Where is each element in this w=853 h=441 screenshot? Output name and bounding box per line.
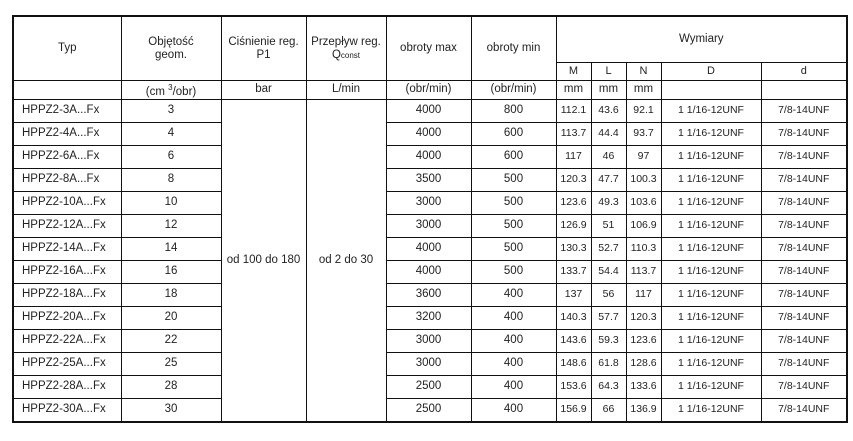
- header-volume: [121, 16, 221, 81]
- cell-rpm-max: 4000: [386, 237, 471, 260]
- cell-rpm-max: 2500: [386, 398, 471, 422]
- table-row: [13, 122, 847, 145]
- cell-dim-D: 1 1/16-12UNF: [661, 375, 761, 398]
- cell-rpm-max: 4000: [386, 122, 471, 145]
- cell-volume: 22: [121, 329, 221, 352]
- cell-type: HPPZ2-12A...Fx: [13, 214, 121, 237]
- cell-rpm-min: 400: [471, 398, 556, 422]
- cell-rpm-min: 400: [471, 306, 556, 329]
- cell-rpm-max: 3000: [386, 191, 471, 214]
- table-row: [13, 214, 847, 237]
- cell-rpm-max: 3500: [386, 168, 471, 191]
- cell-dim-m: 156.9: [556, 398, 591, 422]
- cell-dim-n: 128.6: [626, 352, 661, 375]
- cell-volume: 25: [121, 352, 221, 375]
- unit-pressure: bar: [221, 81, 306, 100]
- cell-rpm-max: 4000: [386, 260, 471, 283]
- cell-dim-d: 7/8-14UNF: [761, 99, 847, 122]
- cell-volume: 28: [121, 375, 221, 398]
- header-dim-d: d: [761, 63, 847, 81]
- header-pressure: [221, 16, 306, 81]
- cell-rpm-min: 500: [471, 237, 556, 260]
- cell-type: HPPZ2-28A...Fx: [13, 375, 121, 398]
- header-dim-D: D: [661, 63, 761, 81]
- cell-rpm-min: 500: [471, 260, 556, 283]
- cell-dim-m: 126.9: [556, 214, 591, 237]
- cell-volume: 4: [121, 122, 221, 145]
- cell-dim-l: 56: [591, 283, 626, 306]
- cell-dim-d: 7/8-14UNF: [761, 168, 847, 191]
- cell-type: HPPZ2-10A...Fx: [13, 191, 121, 214]
- cell-dim-n: 92.1: [626, 99, 661, 122]
- table-row: [13, 260, 847, 283]
- cell-dim-n: 110.3: [626, 237, 661, 260]
- cell-volume: 14: [121, 237, 221, 260]
- cell-dim-d: 7/8-14UNF: [761, 329, 847, 352]
- cell-rpm-max: 3200: [386, 306, 471, 329]
- cell-dim-l: 52.7: [591, 237, 626, 260]
- header-rpm-min: obroty min: [471, 16, 556, 81]
- cell-dim-D: 1 1/16-12UNF: [661, 214, 761, 237]
- cell-rpm-min: 400: [471, 329, 556, 352]
- cell-dim-m: 133.7: [556, 260, 591, 283]
- cell-type: HPPZ2-20A...Fx: [13, 306, 121, 329]
- cell-dim-m: 123.6: [556, 191, 591, 214]
- header-dim-n: N: [626, 63, 661, 81]
- cell-rpm-max: 3600: [386, 283, 471, 306]
- cell-volume: 3: [121, 99, 221, 122]
- cell-dim-D: 1 1/16-12UNF: [661, 283, 761, 306]
- header-rpm-max: obroty max: [386, 16, 471, 81]
- unit-d: [761, 81, 847, 100]
- unit-volume-a: (cm: [145, 85, 169, 98]
- header-dimensions: Wymiary: [556, 16, 847, 63]
- table-row: [13, 237, 847, 260]
- cell-dim-n: 103.6: [626, 191, 661, 214]
- cell-rpm-max: 3000: [386, 329, 471, 352]
- unit-l: mm: [591, 81, 626, 100]
- cell-dim-n: 120.3: [626, 306, 661, 329]
- cell-dim-D: 1 1/16-12UNF: [661, 168, 761, 191]
- cell-rpm-min: 500: [471, 191, 556, 214]
- cell-dim-m: 120.3: [556, 168, 591, 191]
- cell-pressure-range: od 100 do 180: [221, 99, 306, 422]
- cell-volume: 18: [121, 283, 221, 306]
- cell-rpm-min: 400: [471, 352, 556, 375]
- unit-n: mm: [626, 81, 661, 100]
- cell-dim-d: 7/8-14UNF: [761, 352, 847, 375]
- cell-rpm-min: 600: [471, 145, 556, 168]
- cell-dim-l: 57.7: [591, 306, 626, 329]
- cell-dim-d: 7/8-14UNF: [761, 375, 847, 398]
- header-pressure-line2: P1: [256, 48, 271, 61]
- table-row: [13, 145, 847, 168]
- table-row: [13, 329, 847, 352]
- unit-volume: [121, 81, 221, 100]
- cell-type: HPPZ2-3A...Fx: [13, 99, 121, 122]
- cell-dim-m: 112.1: [556, 99, 591, 122]
- cell-rpm-max: 4000: [386, 99, 471, 122]
- cell-rpm-min: 500: [471, 168, 556, 191]
- cell-rpm-max: 2500: [386, 375, 471, 398]
- cell-volume: 8: [121, 168, 221, 191]
- header-flow-q: Q: [331, 48, 341, 61]
- cell-dim-D: 1 1/16-12UNF: [661, 260, 761, 283]
- header-pressure-line1: Ciśnienie reg.: [228, 35, 299, 48]
- cell-rpm-max: 3000: [386, 214, 471, 237]
- cell-dim-m: 137: [556, 283, 591, 306]
- cell-type: HPPZ2-30A...Fx: [13, 398, 121, 422]
- cell-dim-l: 61.8: [591, 352, 626, 375]
- cell-dim-n: 136.9: [626, 398, 661, 422]
- cell-type: HPPZ2-18A...Fx: [13, 283, 121, 306]
- cell-dim-l: 54.4: [591, 260, 626, 283]
- table-row: [13, 99, 847, 122]
- cell-type: HPPZ2-8A...Fx: [13, 168, 121, 191]
- cell-type: HPPZ2-16A...Fx: [13, 260, 121, 283]
- cell-dim-d: 7/8-14UNF: [761, 214, 847, 237]
- cell-dim-n: 133.6: [626, 375, 661, 398]
- cell-volume: 16: [121, 260, 221, 283]
- unit-volume-sup: 3: [168, 83, 173, 92]
- cell-volume: 20: [121, 306, 221, 329]
- header-flow-subscript: const: [340, 50, 361, 60]
- header-typ: Typ: [13, 16, 121, 81]
- cell-dim-D: 1 1/16-12UNF: [661, 191, 761, 214]
- cell-rpm-min: 500: [471, 214, 556, 237]
- cell-dim-m: 140.3: [556, 306, 591, 329]
- cell-dim-m: 143.6: [556, 329, 591, 352]
- cell-dim-m: 148.6: [556, 352, 591, 375]
- cell-dim-D: 1 1/16-12UNF: [661, 145, 761, 168]
- cell-dim-m: 153.6: [556, 375, 591, 398]
- header-flow: [306, 16, 386, 81]
- cell-dim-n: 113.7: [626, 260, 661, 283]
- cell-dim-l: 64.3: [591, 375, 626, 398]
- cell-rpm-min: 400: [471, 375, 556, 398]
- cell-dim-n: 106.9: [626, 214, 661, 237]
- table-body: [13, 99, 847, 422]
- header-volume-line2: geom.: [155, 48, 187, 61]
- cell-dim-d: 7/8-14UNF: [761, 306, 847, 329]
- cell-flow-range: od 2 do 30: [306, 99, 386, 422]
- cell-dim-m: 113.7: [556, 122, 591, 145]
- table-row: [13, 191, 847, 214]
- cell-dim-l: 66: [591, 398, 626, 422]
- table-row: [13, 168, 847, 191]
- cell-rpm-min: 600: [471, 122, 556, 145]
- cell-dim-l: 46: [591, 145, 626, 168]
- unit-D: [661, 81, 761, 100]
- cell-dim-n: 100.3: [626, 168, 661, 191]
- cell-dim-d: 7/8-14UNF: [761, 122, 847, 145]
- cell-dim-D: 1 1/16-12UNF: [661, 237, 761, 260]
- cell-type: HPPZ2-6A...Fx: [13, 145, 121, 168]
- cell-dim-n: 97: [626, 145, 661, 168]
- cell-dim-d: 7/8-14UNF: [761, 398, 847, 422]
- cell-rpm-min: 800: [471, 99, 556, 122]
- cell-dim-l: 49.3: [591, 191, 626, 214]
- cell-type: HPPZ2-4A...Fx: [13, 122, 121, 145]
- unit-volume-b: /obr): [172, 85, 197, 98]
- cell-dim-m: 117: [556, 145, 591, 168]
- cell-dim-d: 7/8-14UNF: [761, 191, 847, 214]
- table-row: [13, 398, 847, 422]
- cell-dim-l: 47.7: [591, 168, 626, 191]
- cell-volume: 6: [121, 145, 221, 168]
- cell-dim-n: 117: [626, 283, 661, 306]
- cell-rpm-min: 400: [471, 283, 556, 306]
- cell-dim-n: 123.6: [626, 329, 661, 352]
- cell-dim-d: 7/8-14UNF: [761, 260, 847, 283]
- cell-dim-l: 59.3: [591, 329, 626, 352]
- cell-volume: 30: [121, 398, 221, 422]
- cell-volume: 12: [121, 214, 221, 237]
- cell-dim-D: 1 1/16-12UNF: [661, 352, 761, 375]
- cell-rpm-max: 4000: [386, 145, 471, 168]
- cell-dim-d: 7/8-14UNF: [761, 283, 847, 306]
- cell-volume: 10: [121, 191, 221, 214]
- cell-dim-D: 1 1/16-12UNF: [661, 329, 761, 352]
- unit-rpm-min: (obr/min): [471, 81, 556, 100]
- unit-rpm-max: (obr/min): [386, 81, 471, 100]
- cell-rpm-max: 3000: [386, 352, 471, 375]
- header-flow-line1: Przepływ reg.: [311, 35, 381, 48]
- header-volume-line1: Objętość: [148, 35, 194, 48]
- cell-dim-l: 44.4: [591, 122, 626, 145]
- pump-spec-table: [12, 15, 848, 423]
- cell-dim-D: 1 1/16-12UNF: [661, 122, 761, 145]
- cell-dim-d: 7/8-14UNF: [761, 145, 847, 168]
- header-dim-l: L: [591, 63, 626, 81]
- cell-dim-D: 1 1/16-12UNF: [661, 306, 761, 329]
- unit-flow: L/min: [306, 81, 386, 100]
- cell-dim-l: 43.6: [591, 99, 626, 122]
- cell-dim-m: 130.3: [556, 237, 591, 260]
- cell-dim-l: 51: [591, 214, 626, 237]
- cell-dim-D: 1 1/16-12UNF: [661, 398, 761, 422]
- table-row: [13, 306, 847, 329]
- cell-type: HPPZ2-25A...Fx: [13, 352, 121, 375]
- cell-dim-d: 7/8-14UNF: [761, 237, 847, 260]
- cell-dim-D: 1 1/16-12UNF: [661, 99, 761, 122]
- cell-type: HPPZ2-14A...Fx: [13, 237, 121, 260]
- header-dim-m: M: [556, 63, 591, 81]
- table-row: [13, 283, 847, 306]
- table-row: [13, 375, 847, 398]
- cell-dim-n: 93.7: [626, 122, 661, 145]
- table-row: [13, 352, 847, 375]
- unit-m: mm: [556, 81, 591, 100]
- unit-typ: [13, 81, 121, 100]
- cell-type: HPPZ2-22A...Fx: [13, 329, 121, 352]
